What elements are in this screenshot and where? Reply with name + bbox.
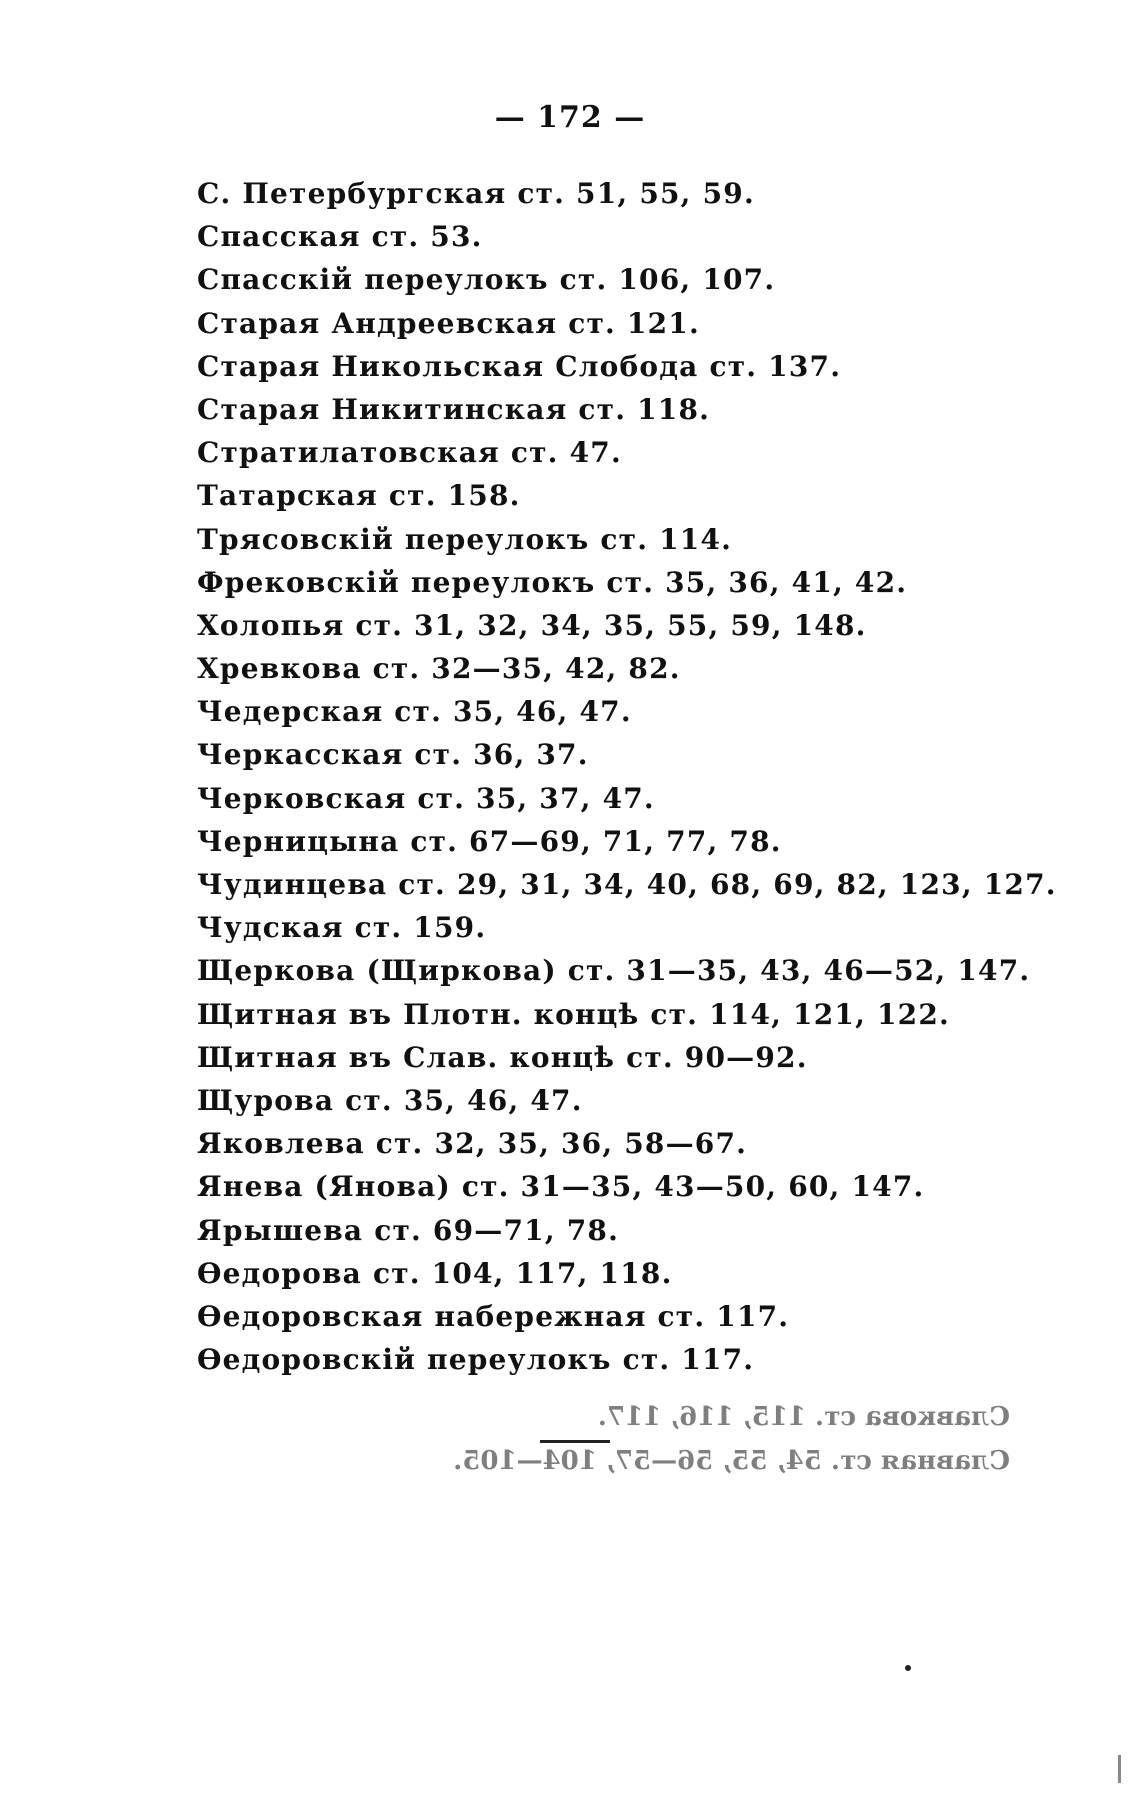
ink-speck xyxy=(905,1665,911,1671)
index-entry: Щитная въ Плотн. концѣ ст. 114, 121, 122. xyxy=(197,997,950,1031)
index-entry: Чудинцева ст. 29, 31, 34, 40, 68, 69, 82, 123, 127. xyxy=(197,868,1057,901)
index-entry: Фрековскій переулокъ ст. 35, 36, 41, 42. xyxy=(197,565,908,599)
index-entry: Щеркова (Щиркова) ст. 31—35, 43, 46—52, 147. xyxy=(197,954,1031,988)
ornamental-rule xyxy=(540,1440,610,1443)
page-number: — 172 — xyxy=(494,100,646,135)
index-entry: Татарская ст. 158. xyxy=(197,479,521,513)
index-entry: Старая Андреевская ст. 121. xyxy=(197,306,700,340)
bleed-through-text: Славная ст. 54, 55, 56—57, 104—105. xyxy=(453,1446,1010,1476)
bleed-through-text: Славкова ст. 115, 116, 117. xyxy=(597,1402,1010,1432)
index-entry: Чедерская ст. 35, 46, 47. xyxy=(197,695,632,729)
index-entry: Холопья ст. 31, 32, 34, 35, 55, 59, 148. xyxy=(197,608,867,642)
index-entry: Спасскій переулокъ ст. 106, 107. xyxy=(197,263,776,297)
index-entry: Старая Никольская Слобода ст. 137. xyxy=(197,349,842,383)
index-entry: С. Петербургская ст. 51, 55, 59. xyxy=(197,177,755,210)
index-entry: Старая Никитинская ст. 118. xyxy=(197,392,711,426)
index-entry: Хревкова ст. 32—35, 42, 82. xyxy=(197,652,681,686)
index-entry: Ѳедоровская набережная ст. 117. xyxy=(197,1299,790,1333)
index-entry: Чудская ст. 159. xyxy=(197,911,487,945)
index-entry: Яковлева ст. 32, 35, 36, 58—67. xyxy=(197,1127,748,1161)
index-entry: Ярышева ст. 69—71, 78. xyxy=(197,1213,620,1247)
index-entry: Ѳедорова ст. 104, 117, 118. xyxy=(197,1256,673,1290)
page-edge-mark xyxy=(1118,1755,1121,1783)
index-entry: Спасская ст. 53. xyxy=(197,220,483,254)
index-entry: Щитная въ Слав. концѣ ст. 90—92. xyxy=(197,1040,808,1074)
street-index-list xyxy=(197,172,1057,1381)
index-entry: Черковская ст. 35, 37, 47. xyxy=(197,781,655,815)
index-entry: Стратилатовская ст. 47. xyxy=(197,436,622,470)
index-entry: Щурова ст. 35, 46, 47. xyxy=(197,1083,583,1117)
index-entry: Трясовскій переулокъ ст. 114. xyxy=(197,522,733,556)
index-entry: Черницына ст. 67—69, 71, 77, 78. xyxy=(197,824,782,858)
index-entry: Черкасская ст. 36, 37. xyxy=(197,738,589,772)
index-entry: Ѳедоровскій переулокъ ст. 117. xyxy=(197,1343,755,1377)
index-entry: Янева (Янова) ст. 31—35, 43—50, 60, 147. xyxy=(197,1170,925,1204)
